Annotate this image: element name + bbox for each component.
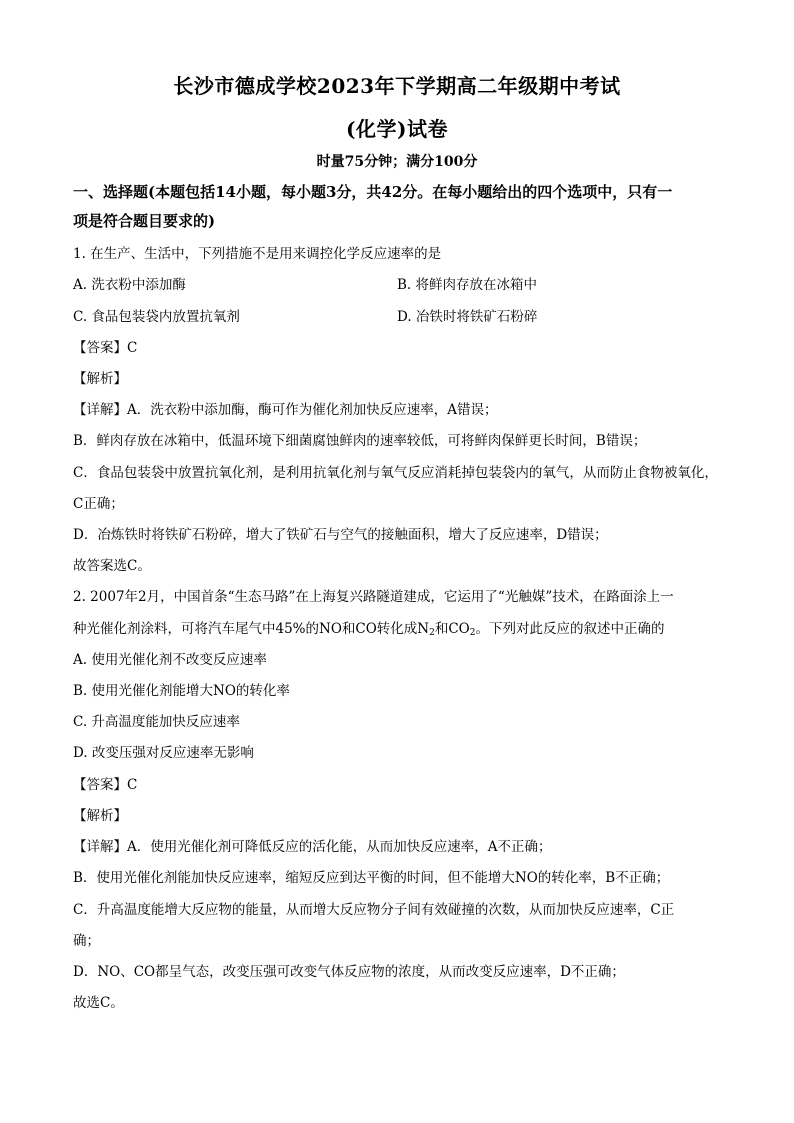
section-heading-line2: 项是符合题目要求的)	[73, 212, 216, 230]
q2-detail-6: 故选C。	[73, 995, 124, 1011]
q2-detail-1: 【详解】A．使用光催化剂可降低反应的活化能，从而加快反应速率，A不正确；	[73, 839, 552, 855]
q1-detail-2: B．鲜肉存放在冰箱中，低温环境下细菌腐蚀鲜肉的速率较低，可将鲜肉保鲜更长时间，B错误；	[73, 433, 647, 449]
q2-stem-line1: 2. 2007年2月，中国首条“生态马路”在上海复兴路隧道建成，它运用了“光触媒”技术，在路面涂上一	[73, 589, 674, 605]
q1-detail-4: C正确；	[73, 496, 124, 512]
q1-answer: 【答案】C	[73, 340, 138, 356]
q2-option-d: D. 改变压强对反应速率无影响	[73, 745, 254, 761]
q1-detail-1: 【详解】A．洗衣粉中添加酶，酶可作为催化剂加快反应速率，A错误；	[73, 402, 498, 418]
exam-meta: 时量75分钟；满分100分	[316, 154, 478, 170]
q2-stem-line2	[73, 619, 664, 643]
q2-subscript-2: 2	[469, 628, 476, 638]
q2-analysis-label: 【解析】	[73, 808, 127, 824]
q2-option-c: C. 升高温度能加快反应速率	[73, 714, 240, 730]
q1-analysis-label: 【解析】	[73, 371, 127, 387]
q2-answer: 【答案】C	[73, 777, 138, 793]
q1-option-b: B. 将鲜肉存放在冰箱中	[397, 277, 538, 293]
q1-option-c: C. 食品包装袋内放置抗氧剂	[73, 309, 240, 325]
q2-option-b: B. 使用光催化剂能增大NO的转化率	[73, 683, 290, 699]
q2-detail-2: B．使用光催化剂能加快反应速率，缩短反应到达平衡的时间，但不能增大NO的转化率，B不正确；	[73, 870, 670, 886]
q2-subscript-1: 2	[429, 628, 435, 638]
q2-stem-text-b: 和CO	[434, 621, 470, 637]
exam-title: 长沙市德成学校2023年下学期高二年级期中考试	[173, 74, 621, 98]
q2-detail-5: D．NO、CO都呈气态，改变压强可改变气体反应物的浓度，从而改变反应速率，D不正确；	[73, 964, 625, 980]
q2-stem-text-a: 种光催化剂涂料，可将汽车尾气中45%的NO和CO转化成N	[73, 621, 430, 637]
section-heading-line1: 一、选择题(本题包括14小题，每小题3分，共42分。在每小题给出的四个选项中，只有一	[73, 183, 673, 201]
q1-detail-6: 故答案选C。	[73, 558, 151, 574]
q1-detail-5: D．冶炼铁时将铁矿石粉碎，增大了铁矿石与空气的接触面积，增大了反应速率，D错误；	[73, 527, 608, 543]
q2-detail-3: C．升高温度能增大反应物的能量，从而增大反应物分子间有效碰撞的次数，从而加快反应速率，C正	[73, 902, 675, 918]
q1-stem: 1. 在生产、生活中，下列措施不是用来调控化学反应速率的是	[73, 246, 442, 262]
exam-subtitle: (化学)试卷	[346, 117, 448, 141]
q2-detail-4: 确；	[73, 933, 100, 949]
q1-detail-3: C．食品包装袋中放置抗氧化剂，是利用抗氧化剂与氧气反应消耗掉包装袋内的氧气，从而防止食物被氧化，	[73, 465, 718, 481]
q1-option-d: D. 冶铁时将铁矿石粉碎	[397, 309, 538, 325]
q2-stem-text-c: 。下列对此反应的叙述中正确的	[475, 621, 665, 637]
q1-option-a: A. 洗衣粉中添加酶	[73, 277, 186, 293]
q2-option-a: A. 使用光催化剂不改变反应速率	[73, 652, 267, 668]
